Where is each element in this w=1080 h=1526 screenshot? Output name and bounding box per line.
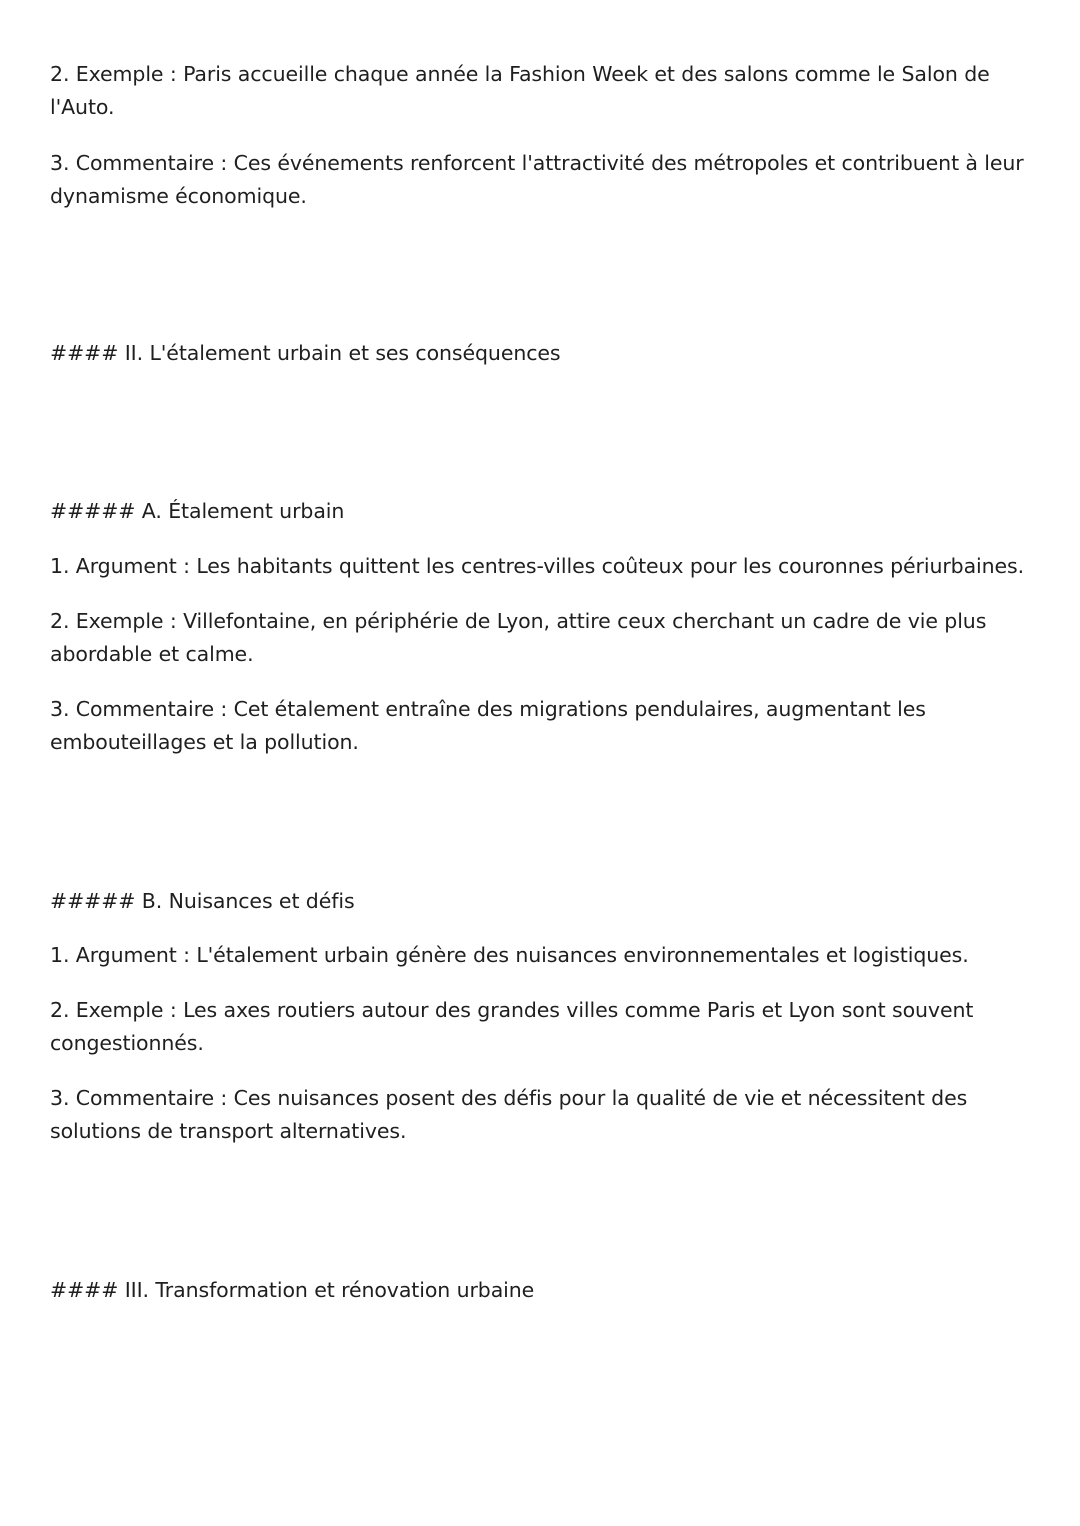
paragraph-argument-etalement: 1. Argument : Les habitants quittent les centres-villes coûteux pour les couronnes périurbaines.: [50, 554, 1025, 578]
heading-subsection-a: ##### A. Étalement urbain: [50, 499, 345, 523]
paragraph-argument-nuisances: 1. Argument : L'étalement urbain génère des nuisances environnementales et logistiques.: [50, 943, 969, 967]
paragraph-commentaire-migrations: 3. Commentaire : Cet étalement entraîne des migrations pendulaires, augmentant les embouteillages et la pollution.: [50, 697, 926, 754]
heading-section-iii: #### III. Transformation et rénovation urbaine: [50, 1278, 535, 1302]
paragraph-commentaire-defis: 3. Commentaire : Ces nuisances posent des défis pour la qualité de vie et nécessitent des solutions de transport alternatives.: [50, 1086, 968, 1143]
paragraph-example-paris: 2. Exemple : Paris accueille chaque année la Fashion Week et des salons comme le Salon de l'Auto.: [50, 62, 990, 119]
paragraph-example-axes-routiers: 2. Exemple : Les axes routiers autour des grandes villes comme Paris et Lyon sont souvent congestionnés.: [50, 998, 974, 1055]
paragraph-example-villefontaine: 2. Exemple : Villefontaine, en périphérie de Lyon, attire ceux cherchant un cadre de vie plus abordable et calme.: [50, 609, 987, 666]
paragraph-commentaire-evenements: 3. Commentaire : Ces événements renforcent l'attractivité des métropoles et contribuent à leur dynamisme économique.: [50, 151, 1024, 208]
heading-section-ii: #### II. L'étalement urbain et ses conséquences: [50, 341, 561, 365]
heading-subsection-b: ##### B. Nuisances et défis: [50, 889, 355, 913]
